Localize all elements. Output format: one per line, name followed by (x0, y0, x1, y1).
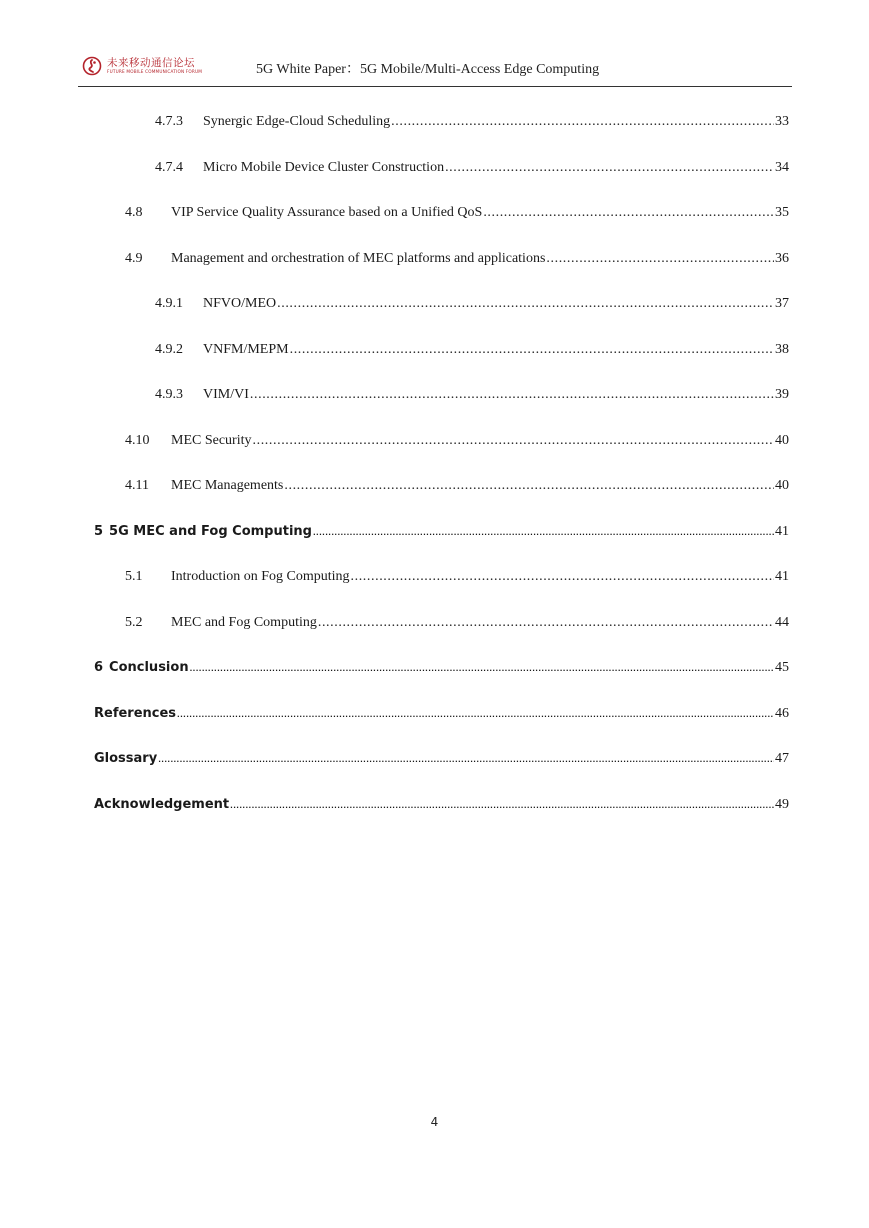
toc-entry[interactable] (94, 796, 789, 815)
toc-leader-dots (546, 250, 774, 268)
toc-entry-title: Synergic Edge-Cloud Scheduling (203, 114, 391, 129)
toc-entry-title: 5G MEC and Fog Computing (109, 524, 312, 539)
page-header (78, 50, 792, 87)
toc-entry[interactable] (125, 250, 789, 268)
forum-logo-icon (82, 56, 102, 76)
toc-entry-number: 4.9 (125, 251, 143, 266)
toc-entry-page: 49 (775, 797, 789, 812)
toc-entry-number: 4.11 (125, 478, 149, 493)
toc-leader-dots (391, 113, 774, 131)
toc-entry-title: Introduction on Fog Computing (171, 569, 350, 584)
toc-entry-page: 35 (775, 205, 789, 220)
toc-entry-number: 4.9.2 (155, 342, 183, 357)
toc-leader-dots (190, 659, 774, 678)
toc-entry-number: 4.9.3 (155, 387, 183, 402)
toc-entry-page: 44 (775, 615, 789, 630)
toc-entry-title: Glossary (94, 751, 158, 766)
toc-entry-page: 41 (775, 524, 789, 539)
toc-entry-number: 5.1 (125, 569, 143, 584)
logo-english-text: FUTURE MOBILE COMMUNICATION FORUM (107, 69, 203, 74)
toc-leader-dots (284, 477, 774, 495)
toc-entry[interactable] (155, 386, 789, 404)
toc-leader-dots (318, 614, 774, 632)
forum-logo (82, 55, 202, 81)
toc-leader-dots (483, 204, 774, 222)
toc-entry[interactable] (125, 614, 789, 632)
toc-entry[interactable] (155, 113, 789, 131)
toc-entry[interactable] (94, 659, 789, 678)
toc-entry-number: 5.2 (125, 615, 143, 630)
toc-entry-title: MEC Managements (171, 478, 284, 493)
toc-leader-dots (445, 159, 774, 177)
toc-entry-title: MEC Security (171, 433, 252, 448)
toc-leader-dots (177, 705, 774, 724)
toc-leader-dots (351, 568, 775, 586)
toc-entry-page: 40 (775, 478, 789, 493)
toc-entry-page: 39 (775, 387, 789, 402)
toc-entry-page: 45 (775, 660, 789, 675)
toc-entry-title: NFVO/MEO (203, 296, 277, 311)
toc-leader-dots (290, 341, 774, 359)
toc-entry-number: 5 (94, 524, 104, 539)
toc-entry-title: Management and orchestration of MEC platforms and applications (171, 251, 546, 266)
toc-leader-dots (250, 386, 774, 404)
toc-entry-page: 47 (775, 751, 789, 766)
toc-entry-page: 40 (775, 433, 789, 448)
toc-entry[interactable] (94, 750, 789, 769)
toc-entry[interactable] (155, 341, 789, 359)
toc-leader-dots (253, 432, 775, 450)
toc-leader-dots (230, 796, 774, 815)
toc-entry-title: MEC and Fog Computing (171, 615, 317, 630)
toc-entry-number: 4.9.1 (155, 296, 183, 311)
toc-entry-number: 6 (94, 660, 104, 675)
toc-entry[interactable] (155, 295, 789, 313)
toc-entry-page: 33 (775, 114, 789, 129)
toc-entry-title: Micro Mobile Device Cluster Construction (203, 160, 445, 175)
toc-entry-title: References (94, 706, 177, 721)
toc-entry-page: 41 (775, 569, 789, 584)
toc-entry-number: 4.7.3 (155, 114, 183, 129)
toc-entry[interactable] (125, 432, 789, 450)
toc-entry-page: 38 (775, 342, 789, 357)
toc-entry[interactable] (125, 204, 789, 222)
toc-entry[interactable] (155, 159, 789, 177)
toc-leader-dots (277, 295, 774, 313)
toc-entry-number: 4.8 (125, 205, 143, 220)
toc-entry-number: 4.7.4 (155, 160, 183, 175)
toc-entry-page: 37 (775, 296, 789, 311)
toc-entry-title: VIP Service Quality Assurance based on a Unified QoS (171, 205, 483, 220)
toc-entry[interactable] (125, 477, 789, 495)
toc-entry-number: 4.10 (125, 433, 150, 448)
toc-entry-page: 46 (775, 706, 789, 721)
toc-entry[interactable] (125, 568, 789, 586)
toc-entry-title: Acknowledgement (94, 797, 230, 812)
toc-entry-page: 34 (775, 160, 789, 175)
toc-entry-title: Conclusion (109, 660, 189, 675)
toc-leader-dots (313, 523, 774, 542)
toc-entry-title: VNFM/MEPM (203, 342, 289, 357)
toc-entry-page: 36 (775, 251, 789, 266)
toc-entry[interactable] (94, 523, 789, 542)
toc-entry-title: VIM/VI (203, 387, 249, 402)
header-title: 5G White Paper：5G Mobile/Multi-Access Edge Computing (256, 62, 600, 77)
toc-leader-dots (158, 750, 774, 769)
toc-entry[interactable] (94, 705, 789, 724)
page-number: 4 (430, 1115, 439, 1129)
logo-chinese-text: 未来移动通信论坛 (107, 57, 195, 69)
